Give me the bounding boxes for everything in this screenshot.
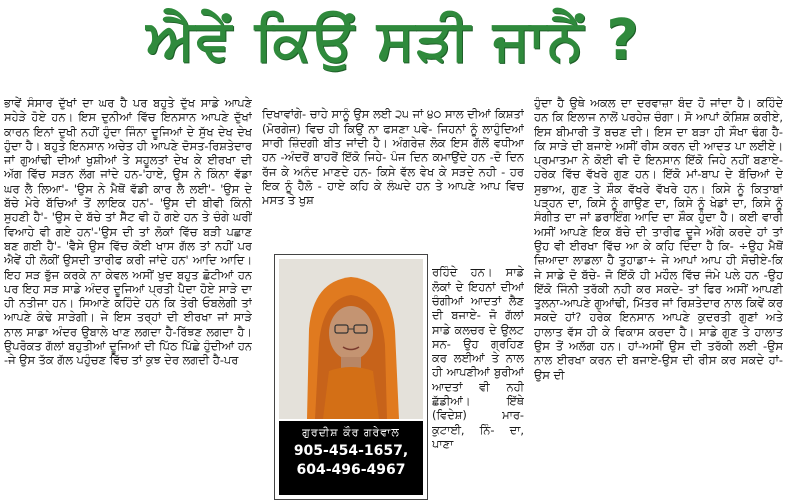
author-phone-1: 905-454-1657,: [293, 443, 409, 459]
article-column-right: [534, 96, 783, 504]
portrait-icon: [279, 259, 423, 419]
author-caption: [279, 421, 423, 495]
article-text: ਦਿਖਾਵਾਂਗੇ- ਚਾਹੇ ਸਾਨੂੰ ਉਸ ਲਈ ੨੫ ਜਾਂ ੪੦ ਸਾਲ ਦੀਆਂ ਕਿਸ਼ਤਾਂ (ਮੋਰਗੇਜ) ਵਿਚ ਹੀ ਕਿਉਂ ਨਾ ਫਸਣਾ ਪਵੇ- ਜਿਹਨਾਂ ਨੂੰ ਲਾਹੁੰਦਿਆਂ ਸਾਰੀ ਜ਼ਿੰਦਗੀ ਬੀਤ ਜਾਂਦੀ ਹੈ। ਅੰਗਰੇਜ਼ ਲੋਕ ਇਸ ਗੱਲੋਂ ਵਧੀਆ ਹਨ -ਅੰਦਰੋਂ ਬਾਹਰੋਂ ਇੱਕੋ ਜਿਹੇ- ਪੰਜ ਦਿਨ ਕਮਾਉਂਦੇ ਹਨ -ਦੋ ਦਿਨ ਰੱਜ ਕੇ ਅਨੰਦ ਮਾਣਦੇ ਹਨ- ਕਿਸੇ ਵੱਲ ਵੇਖ ਕੇ ਸੜਦੇ ਨਹੀ - ਹਰ ਇਕ ਨੂੰ ਹੈਲੋ - ਹਾਏ ਕਹਿ ਕੇ ਲੰਘਦੇ ਹਨ ਤੇ ਆਪਣੇ ਆਪ ਵਿਚ ਮਸਤ ਤੇ ਖੁਸ਼: [262, 107, 524, 208]
author-photo: [279, 259, 423, 419]
article-column-left: [4, 96, 252, 504]
article-text: ਭਾਵੇਂ ਸੰਸਾਰ ਦੁੱਖਾਂ ਦਾ ਘਰ ਹੈ ਪਰ ਬਹੁਤੇ ਦੁੱਖ ਸਾਡੇ ਆਪਣੇ ਸਹੇੜੇ ਹੋਏ ਹਨ। ਇਸ ਦੁਨੀਆਂ ਵਿੱਚ ਇਨਸਾਨ ਆਪਣੇ ਦੁੱਖਾਂ ਕਾਰਨ ਇਨਾਂ ਦੁਖੀ ਨਹੀਂ ਹੁੰਦਾ ਜਿੰਨਾ ਦੂਜਿਆਂ ਦੇ ਸੁੱਖ ਦੇਖ ਦੇਖ ਹੁੰਦਾ ਹੈ। ਬਹੁਤੇ ਇਨਸਾਨ ਅਚੇਤ ਹੀ ਆਪਣੇ ਦੋਸਤ-ਰਿਸ਼ਤੇਦਾਰ ਜਾਂ ਗੁਆਂਢੀ ਦੀਆਂ ਖੁਸ਼ੀਆਂ ਤੇ ਸਹੂਲਤਾਂ ਦੇਖ ਕੇ ਈਰਖਾ ਦੀ ਅੱਗ ਵਿੱਚ ਸੜਨ ਲੱਗ ਜਾਂਦੇ ਹਨ-'ਹਾਏ, ਉਸ ਨੇ ਕਿੰਨਾ ਵੱਡਾ ਘਰ ਲੈ ਲਿਆ'- 'ਉਸ ਨੇ ਮੈਥੋਂ ਵੱਡੀ ਕਾਰ ਲੈ ਲਈ'- 'ਉਸ ਦੇ ਬੱਚੇ ਮੇਰੇ ਬੱਚਿਆਂ ਤੋਂ ਲਾਇਕ ਹਨ'- 'ਉਸ ਦੀ ਬੀਵੀ ਕਿੰਨੀ ਸੁਹਣੀ ਹੈ'- 'ਉਸ ਦੇ ਬੱਚੇ ਤਾਂ ਸੈੱਟ ਵੀ ਹੋ ਗਏ ਹਨ ਤੇ ਚੰਗੇ ਘਰੀਂ ਵਿਆਹੇ ਵੀ ਗਏ ਹਨ'-'ਉਸ ਦੀ ਤਾਂ ਲੋਕਾਂ ਵਿੱਚ ਬੜੀ ਪਛਾਣ ਬਣ ਗਈ ਹੈ'- 'ਵੈਸੇ ਉਸ ਵਿੱਚ ਕੋਈ ਖਾਸ ਗੱਲ ਤਾਂ ਨਹੀਂ ਪਰ ਐਵੇਂ ਹੀ ਲੋਕੀਂ ਉਸਦੀ ਤਾਰੀਫ ਕਰੀ ਜਾਂਦੇ ਹਨ' ਆਦਿ ਆਦਿ। ਇਹ ਸੜ ਭੁੱਜ ਕਰਕੇ ਨਾ ਕੇਵਲ ਅਸੀਂ ਖੁਦ ਬਹੁਤ ਛੋਟੀਆਂ ਹਨ ਪਰ ਇਹ ਸੜ ਸਾਡੇ ਅੰਦਰ ਦੂਜਿਆਂ ਪ੍ਰਤੀ ਪੈਦਾ ਹੋਏ ਸਾੜੇ ਦਾ ਹੀ ਨਤੀਜਾ ਹਨ। ਸਿਆਣੇ ਕਹਿੰਦੇ ਹਨ ਕਿ ਤੇਰੀ ਓਬਲੇਗੀ ਤਾਂ ਆਪਣੇ ਕੰਢੇ ਸਾੜੇਗੀ। ਜੇ ਇਸ ਤਰ੍ਹਾਂ ਦੀ ਈਰਖਾ ਜਾਂ ਸਾੜੇ ਨਾਲ ਸਾਡਾ ਅੰਦਰ ਉਬਾਲੇ ਖਾਣ ਲਗਦਾ ਹੈ-ਰਿੱਝਣ ਲਗਦਾ ਹੈ। ਉਪਰੋਕਤ ਗੱਲਾਂ ਬਹੁਤੀਆਂ ਦੂਜਿਆਂ ਦੀ ਪਿੱਠ ਪਿੱਛੇ ਹੁੰਦੀਆਂ ਹਨ -ਜੇ ਉਸ ਤੱਕ ਗੱਲ ਪਹੁੰਚਣ ਵਿੱਚ ਤਾਂ ਕੁਝ ਦੇਰ ਲਗਦੀ ਹੈ-ਪਰ: [4, 96, 252, 368]
author-photo-box: [274, 254, 428, 500]
article-text: ਰਹਿੰਦੇ ਹਨ। ਸਾਡੇ ਲੋਕਾਂ ਦੇ ਇਹਨਾਂ ਦੀਆਂ ਚੰਗੀਆਂ ਆਦਤਾਂ ਲੈਣ ਦੀ ਬਜਾਏ- ਜੋ ਗੱਲਾਂ ਸਾਡੇ ਕਲਚਰ ਦੇ ਉਲਟ ਸਨ- ਉਹ ਗ੍ਰਹਿਣ ਕਰ ਲਈਆਂ ਤੇ ਨਾਲ ਹੀ ਆਪਣੀਆਂ ਬੁਰੀਆਂ ਆਦਤਾਂ ਵੀ ਨਹੀ ਛੱਡੀਆਂ। ਇੱਥੇ (ਵਿਦੇਸ਼) ਮਾਰ- ਕੁਟਾਈ, ਨਿੰ- ਦਾ, ਪਾਣਾ: [432, 265, 524, 451]
article-column-middle-top: [262, 96, 524, 256]
article-column-middle-side: [432, 254, 524, 504]
article-text: ਹੁੰਦਾ ਹੈ ਉਥੇ ਅਕਲ ਦਾ ਦਰਵਾਜ਼ਾ ਬੰਦ ਹੋ ਜਾਂਦਾ ਹੈ। ਕਹਿੰਦੇ ਹਨ ਕਿ ਇਲਾਜ ਨਾਲੋਂ ਪਰਹੇਜ਼ ਚੰਗਾ। ਸੋ ਆਪਾਂ ਕੋਸ਼ਿਸ਼ ਕਰੀਏ, ਇਸ ਬੀਮਾਰੀ ਤੋਂ ਬਚਣ ਦੀ। ਇਸ ਦਾ ਬੜਾ ਹੀ ਸੌਖਾ ਢੰਗ ਹੈ-ਕਿ ਸਾੜੇ ਦੀ ਬਜਾਏ ਅਸੀਂ ਰੀਸ ਕਰਨ ਦੀ ਆਦਤ ਪਾ ਲਈਏ। ਪ੍ਰਮਾਤਮਾ ਨੇ ਕੋਈ ਵੀ ਦੋ ਇਨਸਾਨ ਇੱਕੋ ਜਿਹੇ ਨਹੀਂ ਬਣਾਏ- ਹਰੇਕ ਵਿੱਚ ਵੱਖਰੇ ਗੁਣ ਹਨ। ਇੱਕੋ ਮਾਂ-ਬਾਪ ਦੇ ਬੱਚਿਆਂ ਦੇ ਸੁਭਾਅ, ਗੁਣ ਤੇ ਸ਼ੌਕ ਵੱਖਰੇ ਵੱਖਰੇ ਹਨ। ਕਿਸੇ ਨੂੰ ਕਿਤਾਬਾਂ ਪੜ੍ਹਨ ਦਾ, ਕਿਸੇ ਨੂੰ ਗਾਉਣ ਦਾ, ਕਿਸੇ ਨੂੰ ਖੇਡਾਂ ਦਾ, ਕਿਸੇ ਨੂੰ ਸੰਗੀਤ ਦਾ ਜਾਂ ਡਰਾਇੰਗ ਆਦਿ ਦਾ ਸ਼ੌਕ ਹੁੰਦਾ ਹੈ। ਕਈ ਵਾਰੀ ਅਸੀਂ ਆਪਣੇ ਇਕ ਬੱਚੇ ਦੀ ਤਾਰੀਫ ਦੂਜੇ ਅੱਗੇ ਕਰਦੇ ਹਾਂ ਤਾਂ ਉਹ ਵੀ ਈਰਖਾ ਵਿੱਚ ਆ ਕੇ ਕਹਿ ਦਿੰਦਾ ਹੈ ਕਿ- ÷ਉਹ ਮੈਥੋਂ ਜ਼ਿਆਦਾ ਲਾਡਲਾ ਹੈ ਤੁਹਾਡਾ÷ ਜੇ ਆਪਾਂ ਆਪ ਹੀ ਸੋਚੀਏ-ਕਿ ਜੇ ਸਾਡੇ ਦੋ ਬੱਚੇ- ਜੋ ਇੱਕੋ ਹੀ ਮਹੌਲ ਵਿੱਚ ਜੰਮੇ ਪਲੇ ਹਨ -ਉਹ ਇੱਕੋ ਜਿੰਨੀ ਤਰੱਕੀ ਨਹੀ ਕਰ ਸਕਦੇ- ਤਾਂ ਫਿਰ ਅਸੀਂ ਆਪਣੀ ਤੁਲਨਾ-ਆਪਣੇ ਗੁਆਂਢੀ, ਮਿੱਤਰ ਜਾਂ ਰਿਸ਼ਤੇਦਾਰ ਨਾਲ ਕਿਵੇਂ ਕਰ ਸਕਦੇ ਹਾਂ? ਹਰੇਕ ਇਨਸਾਨ ਆਪਣੇ ਕੁਦਰਤੀ ਗੁਣਾਂ ਅਤੇ ਹਾਲਾਤ ਵੱਸ ਹੀ ਕੇ ਵਿਕਾਸ ਕਰਦਾ ਹੈ। ਸਾਡੇ ਗੁਣ ਤੇ ਹਾਲਾਤ ਉਸ ਤੋਂ ਅਲੱਗ ਹਨ। ਹਾਂ-ਅਸੀਂ ਉਸ ਦੀ ਤਰੱਕੀ ਲਈ -ਉਸ ਨਾਲ ਈਰਖਾ ਕਰਨ ਦੀ ਬਜਾਏ-ਉਸ ਦੀ ਰੀਸ ਕਰ ਸਕਦੇ ਹਾਂ- ਉਸ ਦੀ: [534, 96, 783, 382]
author-phone-2: 604-496-4967: [296, 462, 406, 478]
author-name: ਗੁਰਦੀਸ਼ ਕੌਰ ਗਰੇਵਾਲ: [302, 426, 400, 439]
headline: ਐਵੇਂ ਕਿਉਂ ਸੜੀ ਜਾਨੈਂ ?: [146, 8, 641, 73]
